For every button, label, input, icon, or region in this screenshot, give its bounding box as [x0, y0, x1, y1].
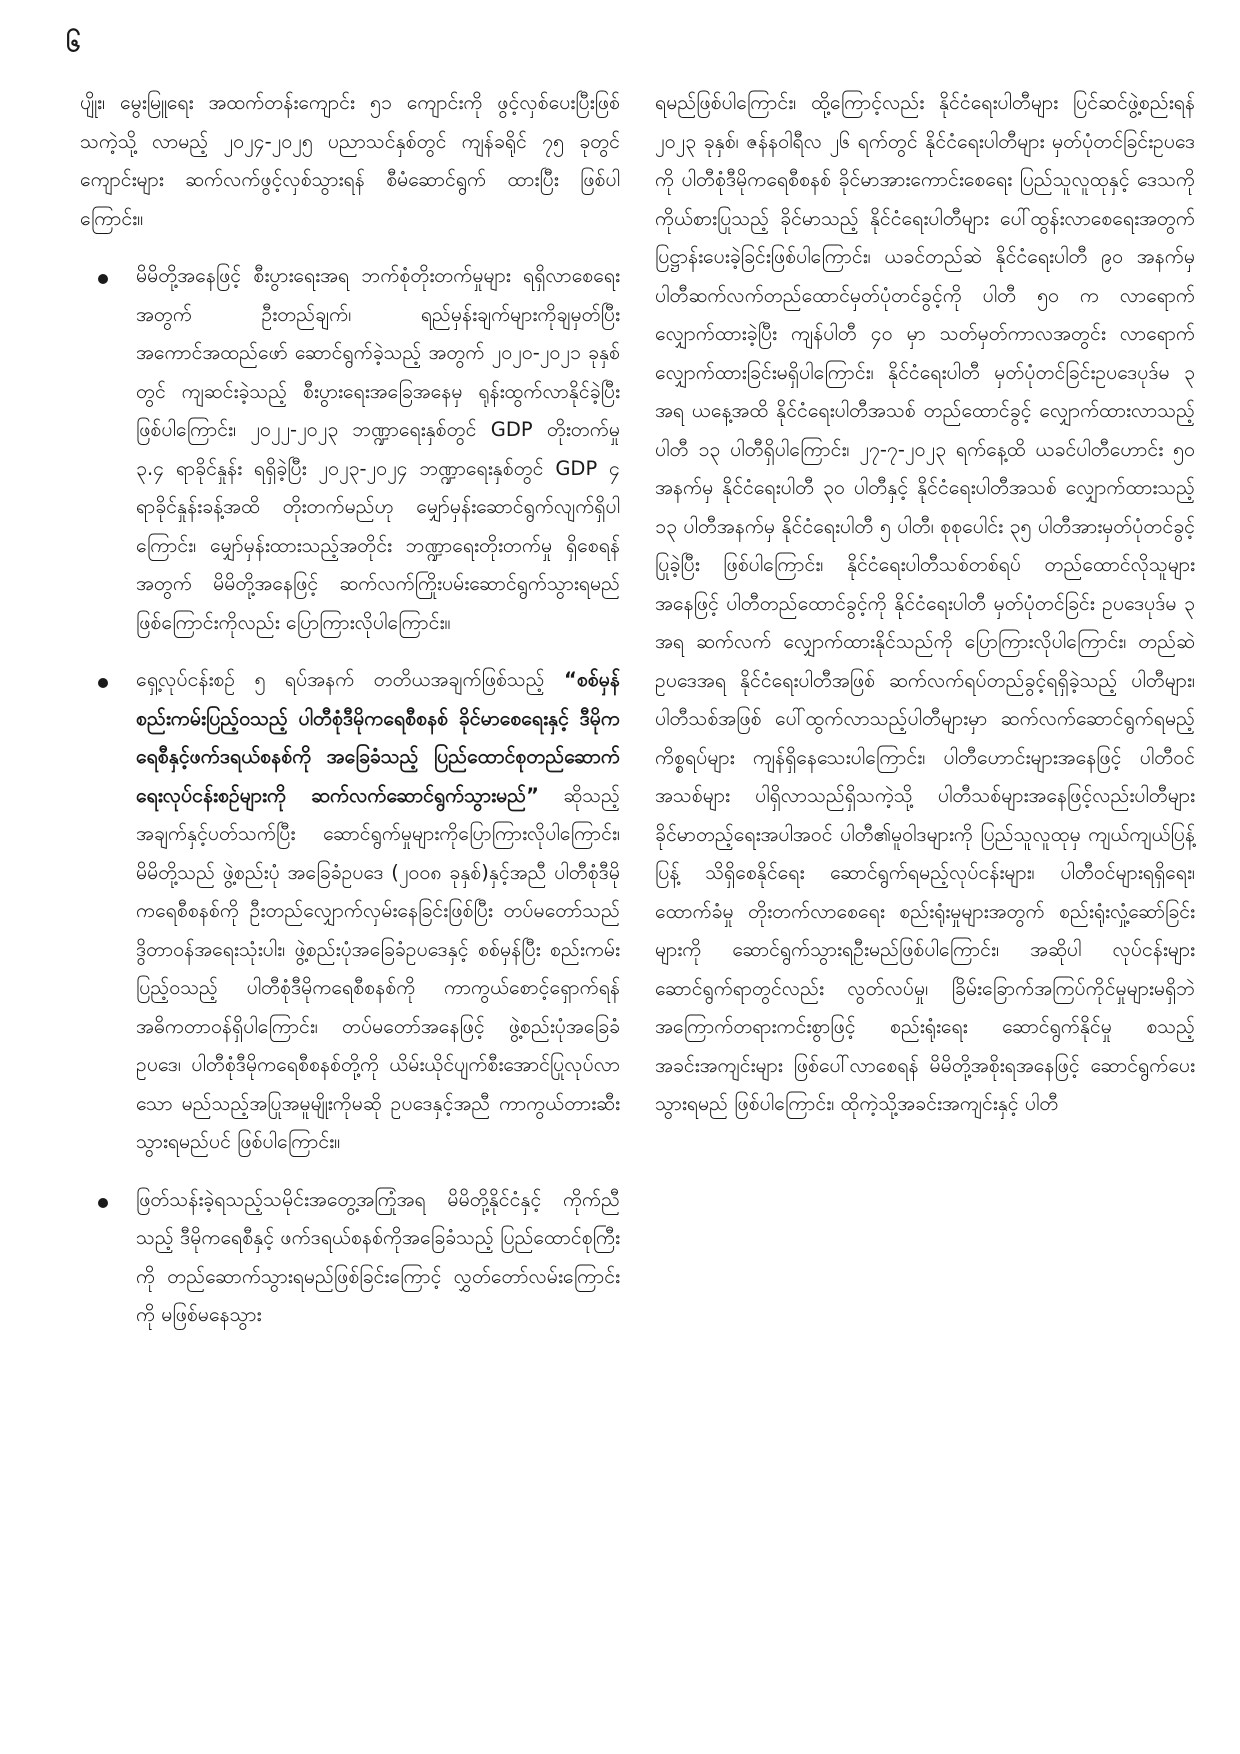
right-column-paragraph: ရမည်ဖြစ်ပါကြောင်း၊ ထို့ကြောင့်လည်း နိုင်ငံရေးပါတီများ ပြင်ဆင်ဖွဲ့စည်းရန် ၂၀၂၃ ခုနှစ်၊ ဇန်နဝါရီလ ၂၆ ရက်တွင် နိုင်ငံရေးပါတီများ မှတ်ပုံတင်ခြင်းဥပဒေကို ပါတီစုံဒီမိုကရေစီစနစ် ခိုင်မာအားကောင်းစေရေး ပြည်သူလူထုနှင့် ဒေသကိုကိုယ်စားပြုသည့် ခိုင်မာသည့် နိုင်ငံရေးပါတီများ ပေါ်ထွန်းလာစေရေးအတွက် ပြဋ္ဌာန်းပေးခဲ့ခြင်းဖြစ်ပါကြောင်း၊ ယခင်တည်ဆဲ နိုင်ငံရေးပါတီ ၉၀ အနက်မှ ပါတီဆက်လက်တည်ထောင်မှတ်ပုံတင်ခွင့်ကို ပါတီ ၅၀ က လာရောက်လျှောက်ထားခဲ့ပြီး ကျန်ပါတီ ၄၀ မှာ သတ်မှတ်ကာလအတွင်း လာရောက်လျှောက်ထားခြင်းမရှိပါကြောင်း၊ နိုင်ငံရေးပါတီ မှတ်ပုံတင်ခြင်းဥပဒေပုဒ်မ ၃ အရ ယနေ့အထိ နိုင်ငံရေးပါတီအသစ် တည်ထောင်ခွင့် လျှောက်ထားလာသည့်ပါတီ ၁၃ ပါတီရှိပါကြောင်း၊ ၂၇-၇-၂၀၂၃ ရက်နေ့ထိ ယခင်ပါတီဟောင်း ၅၀ အနက်မှ နိုင်ငံရေးပါတီ ၃၀ ပါတီနှင့် နိုင်ငံရေးပါတီအသစ် လျှောက်ထားသည့် ၁၃ ပါတီအနက်မှ နိုင်ငံရေးပါတီ ၅ ပါတီ၊ စုစုပေါင်း ၃၅ ပါတီအားမှတ်ပုံတင်ခွင့်ပြုခဲ့ပြီး ဖြစ်ပါကြောင်း၊ နိုင်ငံရေးပါတီသစ်တစ်ရပ် တည်ထောင်လိုသူများအနေဖြင့် ပါတီတည်ထောင်ခွင့်ကို နိုင်ငံရေးပါတီ မှတ်ပုံတင်ခြင်း ဥပဒေပုဒ်မ ၃ အရ ဆက်လက် လျှောက်ထားနိုင်သည်ကို ပြောကြားလိုပါကြောင်း၊ တည်ဆဲဥပဒေအရ နိုင်ငံရေးပါတီအဖြစ် ဆက်လက်ရပ်တည်ခွင့်ရရှိခဲ့သည့် ပါတီများ၊ ပါတီသစ်အဖြစ် ပေါ်ထွက်လာသည့်ပါတီများမှာ ဆက်လက်ဆောင်ရွက်ရမည့်ကိစ္စရပ်များ ကျန်ရှိနေသေးပါကြောင်း၊ ပါတီဟောင်းများအနေဖြင့် ပါတီဝင်အသစ်များ ပါရှိလာသည်ရှိသကဲ့သို့ ပါတီသစ်များအနေဖြင့်လည်းပါတီများ ခိုင်မာတည့်ရေးအပါအဝင် ပါတီ၏မူဝါဒများကို ပြည်သူလူထုမှ ကျယ်ကျယ်ပြန့်ပြန့် သိရှိစေနိုင်ရေး ဆောင်ရွက်ရမည့်လုပ်ငန်းများ၊ ပါတီဝင်များရရှိရေး၊ ထောက်ခံမှု တိုးတက်လာစေရေး စည်းရုံးမှုများအတွက် စည်းရုံးလှုံ့ဆော်ခြင်းများကို ဆောင်ရွက်သွားရဦးမည်ဖြစ်ပါကြောင်း၊ အဆိုပါ လုပ်ငန်းများဆောင်ရွက်ရာတွင်လည်း လွတ်လပ်မှု၊ ခြိမ်းခြောက်အကြပ်ကိုင်မှုများမရှိဘဲ အကြောက်တရားကင်းစွာဖြင့် စည်းရုံးရေး ဆောင်ရွက်နိုင်မှု စသည့်အခင်းအကျင်းများ ဖြစ်ပေါ်လာစေရန် မိမိတို့အစိုးရအနေဖြင့် ဆောင်ရွက်ပေးသွားရမည် ဖြစ်ပါကြောင်း၊ ထိုကဲ့သို့အခင်းအကျင်းနှင့် ပါတီ — [655, 91, 1195, 1115]
bullet-item-economy — [80, 257, 620, 642]
bullet-text: ဖြတ်သန်းခဲ့ရသည့်သမိုင်းအတွေ့အကြုံအရ မိမိတို့နိုင်ငံနှင့် ကိုက်ညီသည့် ဒီမိုကရေစီနှင့် ဖက်ဒရယ်စနစ်ကိုအခြေခံသည့် ပြည်ထောင်စုကြီးကို တည်ဆောက်သွားရမည်ဖြစ်ခြင်းကြောင့် လွှတ်တော်လမ်းကြောင်းကို မဖြစ်မနေသွား — [136, 1187, 620, 1326]
bullet-icon — [98, 1198, 108, 1208]
page-number: ၆ — [66, 28, 81, 58]
left-column — [80, 84, 620, 1354]
bullet-icon — [98, 274, 108, 284]
continuation-paragraph: ပျိုး၊ မွေးမြူရေး အထက်တန်းကျောင်း ၅၁ ကျောင်းကို ဖွင့်လှစ်ပေးပြီးဖြစ်သကဲ့သို့ လာမည့် ၂၀၂၄-၂၀၂၅ ပညာသင်နှစ်တွင် ကျန်ခရိုင် ၇၅ ခုတွင် ကျောင်းများ ဆက်လက်ဖွင့်လှစ်သွားရန် စီမံဆောင်ရွက် ထားပြီး ဖြစ်ပါကြောင်း။ — [80, 91, 620, 230]
bullet-item-history — [80, 1181, 620, 1335]
bullet-rest-text: ဆိုသည့် အချက်နှင့်ပတ်သက်ပြီး ဆောင်ရွက်မှုများကိုပြောကြားလိုပါကြောင်း၊ မိမိတို့သည် ဖွဲ့စည်းပုံ အခြေခံဥပဒေ (၂၀၀၈ ခုနှစ်)နှင့်အညီ ပါတီစုံဒီမိုကရေစီစနစ်ကို ဦးတည်လျှောက်လှမ်းနေခြင်းဖြစ်ပြီး တပ်မတော်သည် ဒွိတာဝန်အရေးသုံးပါး၊ ဖွဲ့စည်းပုံအခြေခံဥပဒေနှင့် စစ်မှန်ပြီး စည်းကမ်းပြည့်ဝသည့် ပါတီစုံဒီမိုကရေစီစနစ်ကို ကာကွယ်စောင့်ရှောက်ရန် အဓိကတာဝန်ရှိပါကြောင်း၊ တပ်မတော်အနေဖြင့် ဖွဲ့စည်းပုံအခြေခံဥပဒေ၊ ပါတီစုံဒီမိုကရေစီစနစ်တို့ကို ယိမ်းယိုင်ပျက်စီးအောင်ပြုလုပ်လာသော မည်သည့်အပြုအမူမျိုးကိုမဆို ဥပဒေနှင့်အညီ ကာကွယ်တားဆီးသွားရမည်ပင် ဖြစ်ပါကြောင်း။ — [136, 783, 620, 1153]
bullet-quote-text: “စစ်မှန်စည်းကမ်းပြည့်ဝသည့် ပါတီစုံဒီမိုကရေစီစနစ် ခိုင်မာစေရေးနှင့် ဒီမိုကရေစီနှင့်ဖက်ဒရယ်စနစ်ကို အခြေခံသည့် ပြည်ထောင်စုတည်ဆောက်ရေးလုပ်ငန်းစဉ်များကို ဆက်လက်ဆောင်ရွက်သွားမည်” — [136, 668, 620, 807]
right-column — [655, 84, 1195, 1143]
bullet-item-democracy — [80, 661, 620, 1162]
bullet-icon — [98, 678, 108, 688]
bullet-intro-text: ရှေ့လုပ်ငန်းစဉ် ၅ ရပ်အနက် တတိယအချက်ဖြစ်သည့် — [136, 668, 564, 691]
bullet-text: မိမိတို့အနေဖြင့် စီးပွားရေးအရ ဘက်စုံတိုးတက်မှုများ ရရှိလာစေရေးအတွက် ဦးတည်ချက်၊ ရည်မှန်းချက်များကိုချမှတ်ပြီး အကောင်အထည်ဖော် ဆောင်ရွက်ခဲ့သည့် အတွက် ၂၀၂၀-၂၀၂၁ ခုနှစ်တွင် ကျဆင်းခဲ့သည့် စီးပွားရေးအခြေအနေမှ ရုန်းထွက်လာနိုင်ခဲ့ပြီး ဖြစ်ပါကြောင်း၊ ၂၀၂၂-၂၀၂၃ ဘဏ္ဍာရေးနှစ်တွင် GDP တိုးတက်မှု ၃.၄ ရာခိုင်နှုန်း ရရှိခဲ့ပြီး ၂၀၂၃-၂၀၂၄ ဘဏ္ဍာရေးနှစ်တွင် GDP ၄ ရာခိုင်နှုန်းခန့်အထိ တိုးတက်မည်ဟု မျှော်မှန်းဆောင်ရွက်လျက်ရှိပါကြောင်း၊ မျှော်မှန်းထားသည့်အတိုင်း ဘဏ္ဍာရေးတိုးတက်မှု ရှိစေရန်အတွက် မိမိတို့အနေဖြင့် ဆက်လက်ကြိုးပမ်းဆောင်ရွက်သွားရမည်ဖြစ်ကြောင်းကိုလည်း ပြောကြားလိုပါကြောင်း။ — [136, 264, 620, 634]
